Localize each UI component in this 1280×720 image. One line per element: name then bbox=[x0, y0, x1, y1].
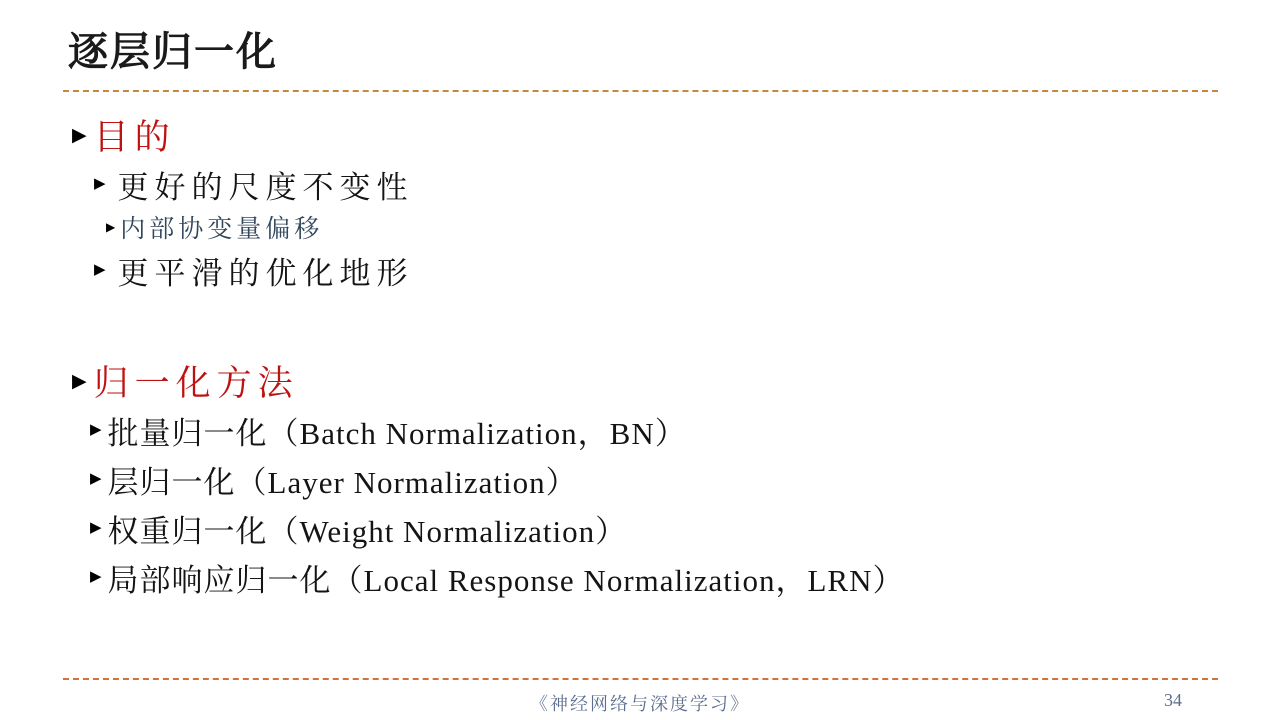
bullet-triangle-icon: ▶ bbox=[72, 124, 87, 146]
bullet-text: 目的 bbox=[93, 118, 176, 157]
bullet-triangle-icon: ▶ bbox=[90, 569, 102, 585]
bullet-text: 内部协变量偏移 bbox=[120, 216, 324, 243]
bullet-item-layer-normalization bbox=[0, 455, 1280, 504]
bullet-item-batch-normalization bbox=[0, 406, 1280, 455]
bullet-triangle-icon: ▶ bbox=[72, 370, 87, 392]
slide-title: 逐层归一化 bbox=[68, 30, 278, 74]
bullet-item-normalization-methods bbox=[0, 356, 1280, 406]
bullet-item-internal-covariate-shift bbox=[0, 208, 1280, 246]
bullet-text: 层归一化（Layer Normalization） bbox=[107, 465, 578, 500]
bullet-item-local-response-normalization bbox=[0, 553, 1280, 602]
bullet-triangle-icon: ▶ bbox=[94, 261, 106, 278]
bullet-triangle-icon: ▶ bbox=[94, 175, 106, 192]
page-number: 34 bbox=[1164, 690, 1182, 710]
bullet-item-smoother-landscape bbox=[0, 246, 1280, 294]
bullet-item-purpose bbox=[0, 110, 1280, 160]
bullet-text: 权重归一化（Weight Normalization） bbox=[107, 514, 628, 549]
bullet-triangle-icon: ▶ bbox=[90, 471, 102, 487]
section-gap bbox=[0, 294, 1280, 356]
bullet-text: 批量归一化（Batch Normalization，BN） bbox=[107, 416, 687, 451]
bullet-item-weight-normalization bbox=[0, 504, 1280, 553]
bullet-triangle-icon: ▶ bbox=[106, 220, 116, 234]
bullet-text: 归一化方法 bbox=[93, 364, 299, 403]
bullet-text: 更好的尺度不变性 bbox=[117, 169, 414, 205]
bullet-list bbox=[0, 110, 1280, 602]
bullet-text: 更平滑的优化地形 bbox=[117, 255, 414, 291]
bullet-item-scale-invariance bbox=[0, 160, 1280, 208]
bullet-triangle-icon: ▶ bbox=[90, 422, 102, 438]
title-divider-dashed-line bbox=[63, 90, 1218, 92]
footer-book-title: 《神经网络与深度学习》 bbox=[530, 694, 750, 714]
footer-divider-dashed-line bbox=[63, 678, 1218, 680]
bullet-triangle-icon: ▶ bbox=[90, 520, 102, 536]
bullet-text: 局部响应归一化（Local Response Normalization，LRN） bbox=[107, 563, 905, 598]
